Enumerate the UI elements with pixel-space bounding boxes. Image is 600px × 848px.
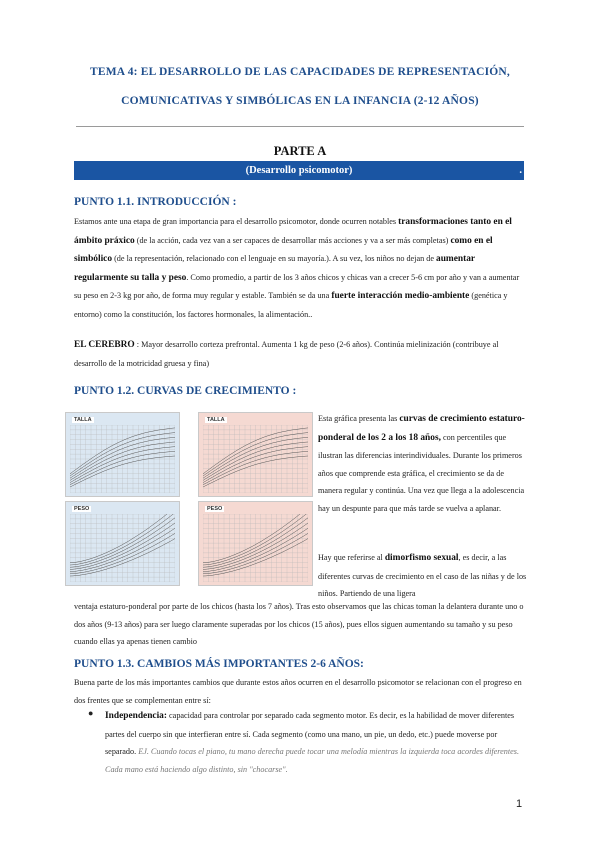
intro-bold-1: transformaciones tanto en el ámbito práxico	[74, 217, 512, 246]
dimorphism-paragraph	[318, 549, 528, 603]
bullet-marker: ●	[88, 708, 94, 718]
intro-text-3: (de la representación, relacionado con el lenguaje en su mayoría.). A su vez, los niños no dejan de	[112, 254, 437, 263]
chart-label: PESO	[207, 506, 223, 512]
title-divider	[76, 126, 524, 127]
curves-text-1: Esta gráfica presenta las	[318, 414, 400, 423]
intro-text-4: . Como promedio, a partir de los 3 años chicos y chicas van a crecer 5-6 cm por año y van a aumentar su peso en 2-3 kg por año, de forma muy regular y estable. También se da una	[74, 272, 520, 300]
brain-text: : Mayor desarrollo corteza prefrontal. Aumenta 1 kg de peso (2-6 años). Continúa mielinización (contribuye al desarrollo de la motricidad gruesa y fina)	[74, 340, 499, 368]
chart-label: TALLA	[74, 417, 92, 423]
page-number: 1	[516, 798, 523, 810]
independence-label: Independencia:	[105, 711, 167, 721]
part-subtitle: (Desarrollo psicomotor)	[245, 165, 353, 176]
chart-label: PESO	[74, 506, 90, 512]
growth-charts-figure	[65, 412, 313, 588]
intro-text-5: (genética y entorno) como la constitución, los factores hormonales, la alimentación..	[74, 291, 508, 319]
section-heading-1-1: PUNTO 1.1. INTRODUCCIÓN :	[74, 196, 237, 208]
intro-text-2: (de la acción, cada vez van a ser capaces de desarrollar más acciones y va a ser más completas)	[134, 235, 451, 245]
part-subtitle-bar	[74, 161, 524, 180]
dimorphism-text-1: Hay que referirse al	[318, 553, 385, 562]
growth-curves-graphic	[203, 514, 308, 582]
doc-title-line1: TEMA 4: EL DESARROLLO DE LAS CAPACIDADES DE REPRESENTACIÓN,	[89, 66, 510, 78]
growth-curves-graphic	[203, 425, 308, 493]
doc-title-line2: COMUNICATIVAS Y SIMBÓLICAS EN LA INFANCIA (2-12 AÑOS)	[121, 95, 479, 107]
independence-item	[105, 707, 530, 778]
curves-paragraph	[318, 410, 528, 517]
curves-bold-1: curvas de crecimiento estaturo-ponderal de los 2 a los 18 años,	[318, 414, 525, 443]
dimorphism-bold: dimorfismo sexual	[384, 553, 459, 563]
dimorphism-text-2: , es decir, a las diferentes curvas de crecimiento en el caso de las niñas y de los niños. Partiendo de una ligera	[318, 553, 527, 598]
intro-paragraph	[74, 213, 526, 323]
dimorphism-continued: ventaja estaturo-ponderal por parte de los chicos (hasta los 7 años). Tras esto observamos que las chicas toman la delantera durante uno o dos años (9-13 años) para ser luego claramente superadas por los chicos (15 años), pues ellos siguen aumentando su tamaño y su peso cuando ellas ya apenas tienen cambio	[74, 602, 524, 646]
intro-bold-4: fuerte interacción medio-ambiente	[331, 291, 470, 301]
chart-label: TALLA	[207, 417, 225, 423]
section-heading-1-2: PUNTO 1.2. CURVAS DE CRECIMIENTO :	[74, 385, 297, 397]
chart-talla-girls	[198, 412, 313, 497]
section-heading-1-3: PUNTO 1.3. CAMBIOS MÁS IMPORTANTES 2-6 AÑOS:	[74, 658, 364, 670]
intro-text-1: Estamos ante una etapa de gran importancia para el desarrollo psicomotor, donde ocurren notables	[74, 217, 399, 226]
growth-curves-graphic	[70, 514, 175, 582]
changes-intro: Buena parte de los más importantes cambios que durante estos años ocurren en el desarrollo psicomotor se relacionan con el progreso en dos frentes que se complementan entre sí:	[74, 678, 522, 705]
chart-peso-boys	[65, 501, 180, 586]
independence-example: EJ. Cuando tocas el piano, tu mano derecha puede tocar una melodía mientras la izquierda toca acordes diferentes. Cada mano está haciendo algo distinto, sin "chocarse".	[105, 747, 520, 774]
curves-text-2: con percentiles que ilustran las diferencias interindividuales. Durante los primeros años que comprende esta gráfica, el crecimiento se da de manera regular y continúa. Una vez que llega a la adolescencia hay un despunte para que más tarde se vuelva a aplanar.	[318, 432, 525, 513]
growth-curves-graphic	[70, 425, 175, 493]
brain-label: EL CEREBRO	[74, 340, 135, 350]
brain-paragraph	[74, 336, 526, 372]
part-heading: PARTE A	[273, 144, 327, 158]
intro-bold-3: aumentar regularmente su talla y peso	[74, 254, 475, 283]
independence-text: capacidad para controlar por separado cada segmento motor. Es decir, es la habilidad de mover diferentes partes del cuerpo sin que interfieran entre sí. Cada segmento (como una mano, un pie, un dedo, etc.) puede moverse por separado.	[105, 711, 515, 756]
chart-talla-boys	[65, 412, 180, 497]
intro-bold-2: como en el simbólico	[74, 235, 493, 264]
chart-peso-girls	[198, 501, 313, 586]
bar-dot: .	[519, 165, 522, 176]
